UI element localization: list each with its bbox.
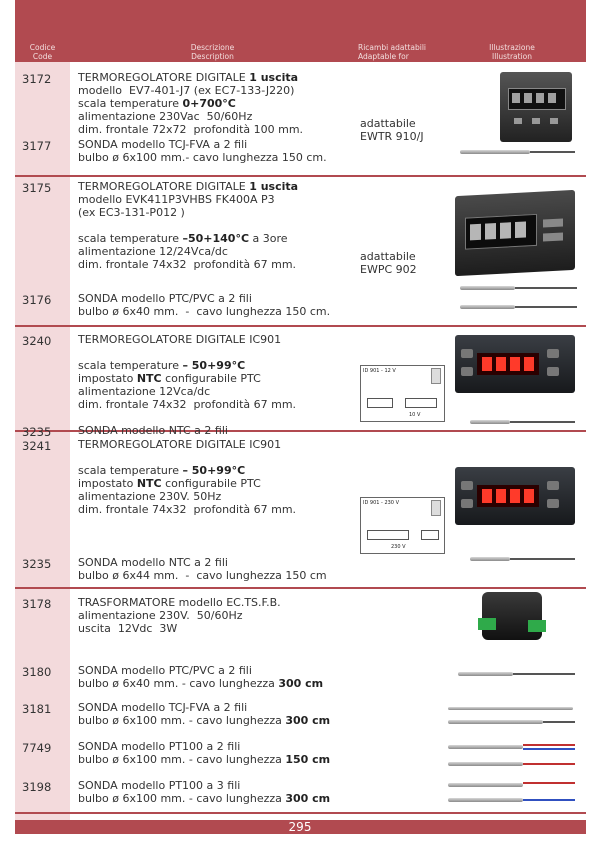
desc-line: bulbo ø 6x40 mm. - cavo lunghezza 150 cm. [78,305,331,318]
product-code: 3241 [22,439,52,453]
desc-line: modello EVK411P3VHBS FK400A P3 [78,193,275,206]
desc-line: scala temperature 0+700°C [78,97,236,110]
probe-image [448,720,543,724]
desc-line: impostato NTC configurabile PTC [78,477,261,490]
desc-line: scala temperature – 50+99°C [78,359,246,372]
probe-cable [510,558,575,560]
desc-line: SONDA modello PT100 a 3 fili [78,779,241,792]
desc-line: SONDA modello TCJ-FVA a 2 fili [78,138,248,151]
product-code: 3240 [22,334,52,348]
probe-cable [523,744,575,746]
product-code: 3198 [22,780,52,794]
product-code: 3177 [22,139,52,153]
desc-line: bulbo ø 6x100 mm. - cavo lunghezza 300 cm [78,714,331,727]
desc-line: impostato NTC configurabile PTC [78,372,261,385]
desc-line: TERMOREGOLATORE DIGITALE IC901 [78,438,282,451]
probe-image [460,150,530,154]
desc-line: alimentazione 230Vac 50/60Hz [78,110,253,123]
probe-image [448,707,573,710]
desc-line: TRASFORMATORE modello EC.TS.F.B. [78,596,281,609]
probe-cable [515,287,577,289]
probe-cable [513,673,575,675]
desc-line: (ex EC3-131-P012 ) [78,206,185,219]
product-code: 3178 [22,597,52,611]
section-divider [15,325,586,327]
header-code: Codice Code [29,43,56,61]
product-code: 3175 [22,181,52,195]
desc-line: TERMOREGOLATORE DIGITALE 1 uscita [78,180,299,193]
thermostat-image [500,72,572,142]
header-adaptable: Ricambi adattabili Adaptable for [358,43,426,61]
product-code: 3181 [22,702,52,716]
probe-cable [523,799,575,801]
desc-line: SONDA modello TCJ-FVA a 2 fili [78,701,248,714]
adaptable-text: adattabile [360,117,416,130]
probe-cable [510,421,575,423]
adaptable-model: EWPC 902 [360,263,417,276]
desc-line: scala temperature –50+140°C a 3ore [78,232,288,245]
desc-line: bulbo ø 6x100 mm.- cavo lunghezza 150 cm. [78,151,327,164]
product-code: 3176 [22,293,52,307]
desc-line: dim. frontale 74x32 profondità 67 mm. [78,398,297,411]
wiring-diagram: ID 901 - 230 V 230 V [360,497,445,554]
probe-cable [543,721,575,723]
desc-line: TERMOREGOLATORE DIGITALE 1 uscita [78,71,299,84]
desc-line: modello EV7-401-J7 (ex EC7-133-J220) [78,84,295,97]
desc-line: dim. frontale 74x32 profondità 67 mm. [78,503,297,516]
thermostat-image [455,190,575,276]
desc-line: SONDA modello NTC a 2 fili [78,424,228,437]
desc-line: alimentazione 230V. 50/60Hz [78,609,243,622]
product-code: 3180 [22,665,52,679]
desc-line: alimentazione 12Vca/dc [78,385,211,398]
desc-line: dim. frontale 72x72 profondità 100 mm. [78,123,304,136]
section-divider [15,812,586,814]
probe-image [448,783,523,787]
probe-cable [515,306,577,308]
desc-line: uscita 12Vdc 3W [78,622,178,635]
desc-line: bulbo ø 6x100 mm. - cavo lunghezza 150 cm [78,753,331,766]
probe-image [460,286,515,290]
product-code: 3235 [22,557,52,571]
probe-cable [530,151,575,153]
desc-line: SONDA modello PTC/PVC a 2 fili [78,664,252,677]
probe-image [448,745,523,749]
wiring-diagram: ID 901 - 12 V 10 V [360,365,445,422]
probe-image [458,672,513,676]
desc-line: scala temperature – 50+99°C [78,464,246,477]
desc-line: bulbo ø 6x40 mm. - cavo lunghezza 300 cm [78,677,324,690]
header-illustration: Illustrazione Illustration [489,43,535,61]
probe-image [448,762,523,766]
desc-line: dim. frontale 74x32 profondità 67 mm. [78,258,297,271]
probe-image [470,420,510,424]
desc-line: SONDA modello NTC a 2 fili [78,556,228,569]
desc-line: alimentazione 230V. 50Hz [78,490,222,503]
thermostat-image [455,467,575,525]
product-code: 3172 [22,72,52,86]
desc-line: bulbo ø 6x44 mm. - cavo lunghezza 150 cm [78,569,327,582]
section-divider [15,175,586,177]
probe-cable [523,763,575,765]
probe-image [460,305,515,309]
product-code: 7749 [22,741,52,755]
probe-image [448,798,523,802]
section-divider [15,587,586,589]
desc-line: TERMOREGOLATORE DIGITALE IC901 [78,333,282,346]
probe-cable [523,748,575,750]
thermostat-image [455,335,575,393]
adaptable-text: adattabile [360,250,416,263]
desc-line: SONDA modello PTC/PVC a 2 fili [78,292,252,305]
desc-line: alimentazione 12/24Vca/dc [78,245,228,258]
header-description: Descrizione Description [190,43,235,61]
probe-cable [523,782,575,784]
transformer-image [482,592,542,640]
probe-image [470,557,510,561]
adaptable-model: EWTR 910/J [360,130,424,143]
product-code: 3235 [22,425,52,439]
desc-line: bulbo ø 6x100 mm. - cavo lunghezza 300 cm [78,792,331,805]
desc-line: SONDA modello PT100 a 2 fili [78,740,241,753]
page-number: 295 [288,820,312,834]
